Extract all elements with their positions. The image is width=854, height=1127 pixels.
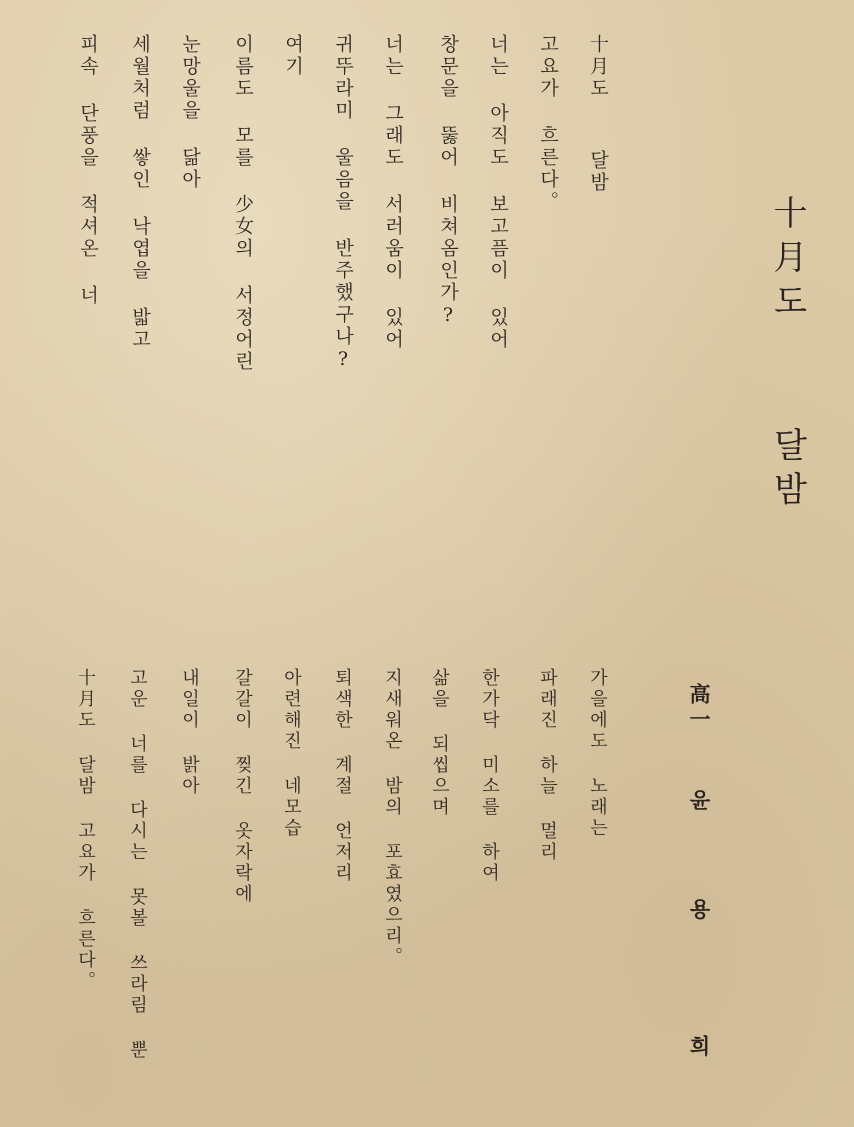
poem-line: 여기	[282, 34, 304, 78]
poem-line: 너는 그래도 서러움이 있어	[382, 34, 404, 351]
poem-line: 창문을 뚫어 비쳐옴인가?	[437, 34, 459, 329]
poem-line: 지새워온 밤의 포효였으리。	[382, 668, 403, 968]
poem-line: 이름도 모를 少女의 서정어린	[232, 34, 254, 373]
poem-line: 한가닥 미소를 하여	[479, 668, 500, 884]
poem-line: 파래진 하늘 멀리	[537, 668, 558, 863]
poem-line: 고운 너를 다시는 못볼 쓰라림 뿐	[127, 668, 148, 1061]
poem-author: 高一 윤 용 희	[687, 683, 711, 1060]
poem-line: 내일이 밝아	[179, 668, 200, 797]
poem-line: 갈갈이 찢긴 옷자락에	[232, 668, 253, 905]
poem-line: 퇴색한 계절 언저리	[332, 668, 353, 884]
poem-line: 눈망울을 닮아	[179, 34, 201, 191]
poem-line: 十月도 달밤	[587, 34, 609, 194]
poem-line: 삶을 되씹으며	[429, 668, 450, 818]
poem-line: 귀뚜라미 울음을 반주했구나?	[332, 34, 354, 373]
poem-line: 아련해진 네모습	[281, 668, 302, 839]
poem-line: 가을에도 노래는	[587, 668, 608, 839]
poem-title: 十月도 달밤	[767, 195, 807, 515]
poem-line: 피속 단풍을 적셔온 너	[77, 34, 99, 307]
poem-line: 十月도 달밤 고요가 흐른다。	[75, 668, 96, 992]
poem-line: 세월처럼 쌓인 낙엽을 밟고	[129, 34, 151, 351]
poem-line: 너는 아직도 보고픔이 있어	[487, 34, 509, 351]
poem-line: 고요가 흐른다。	[537, 34, 559, 213]
